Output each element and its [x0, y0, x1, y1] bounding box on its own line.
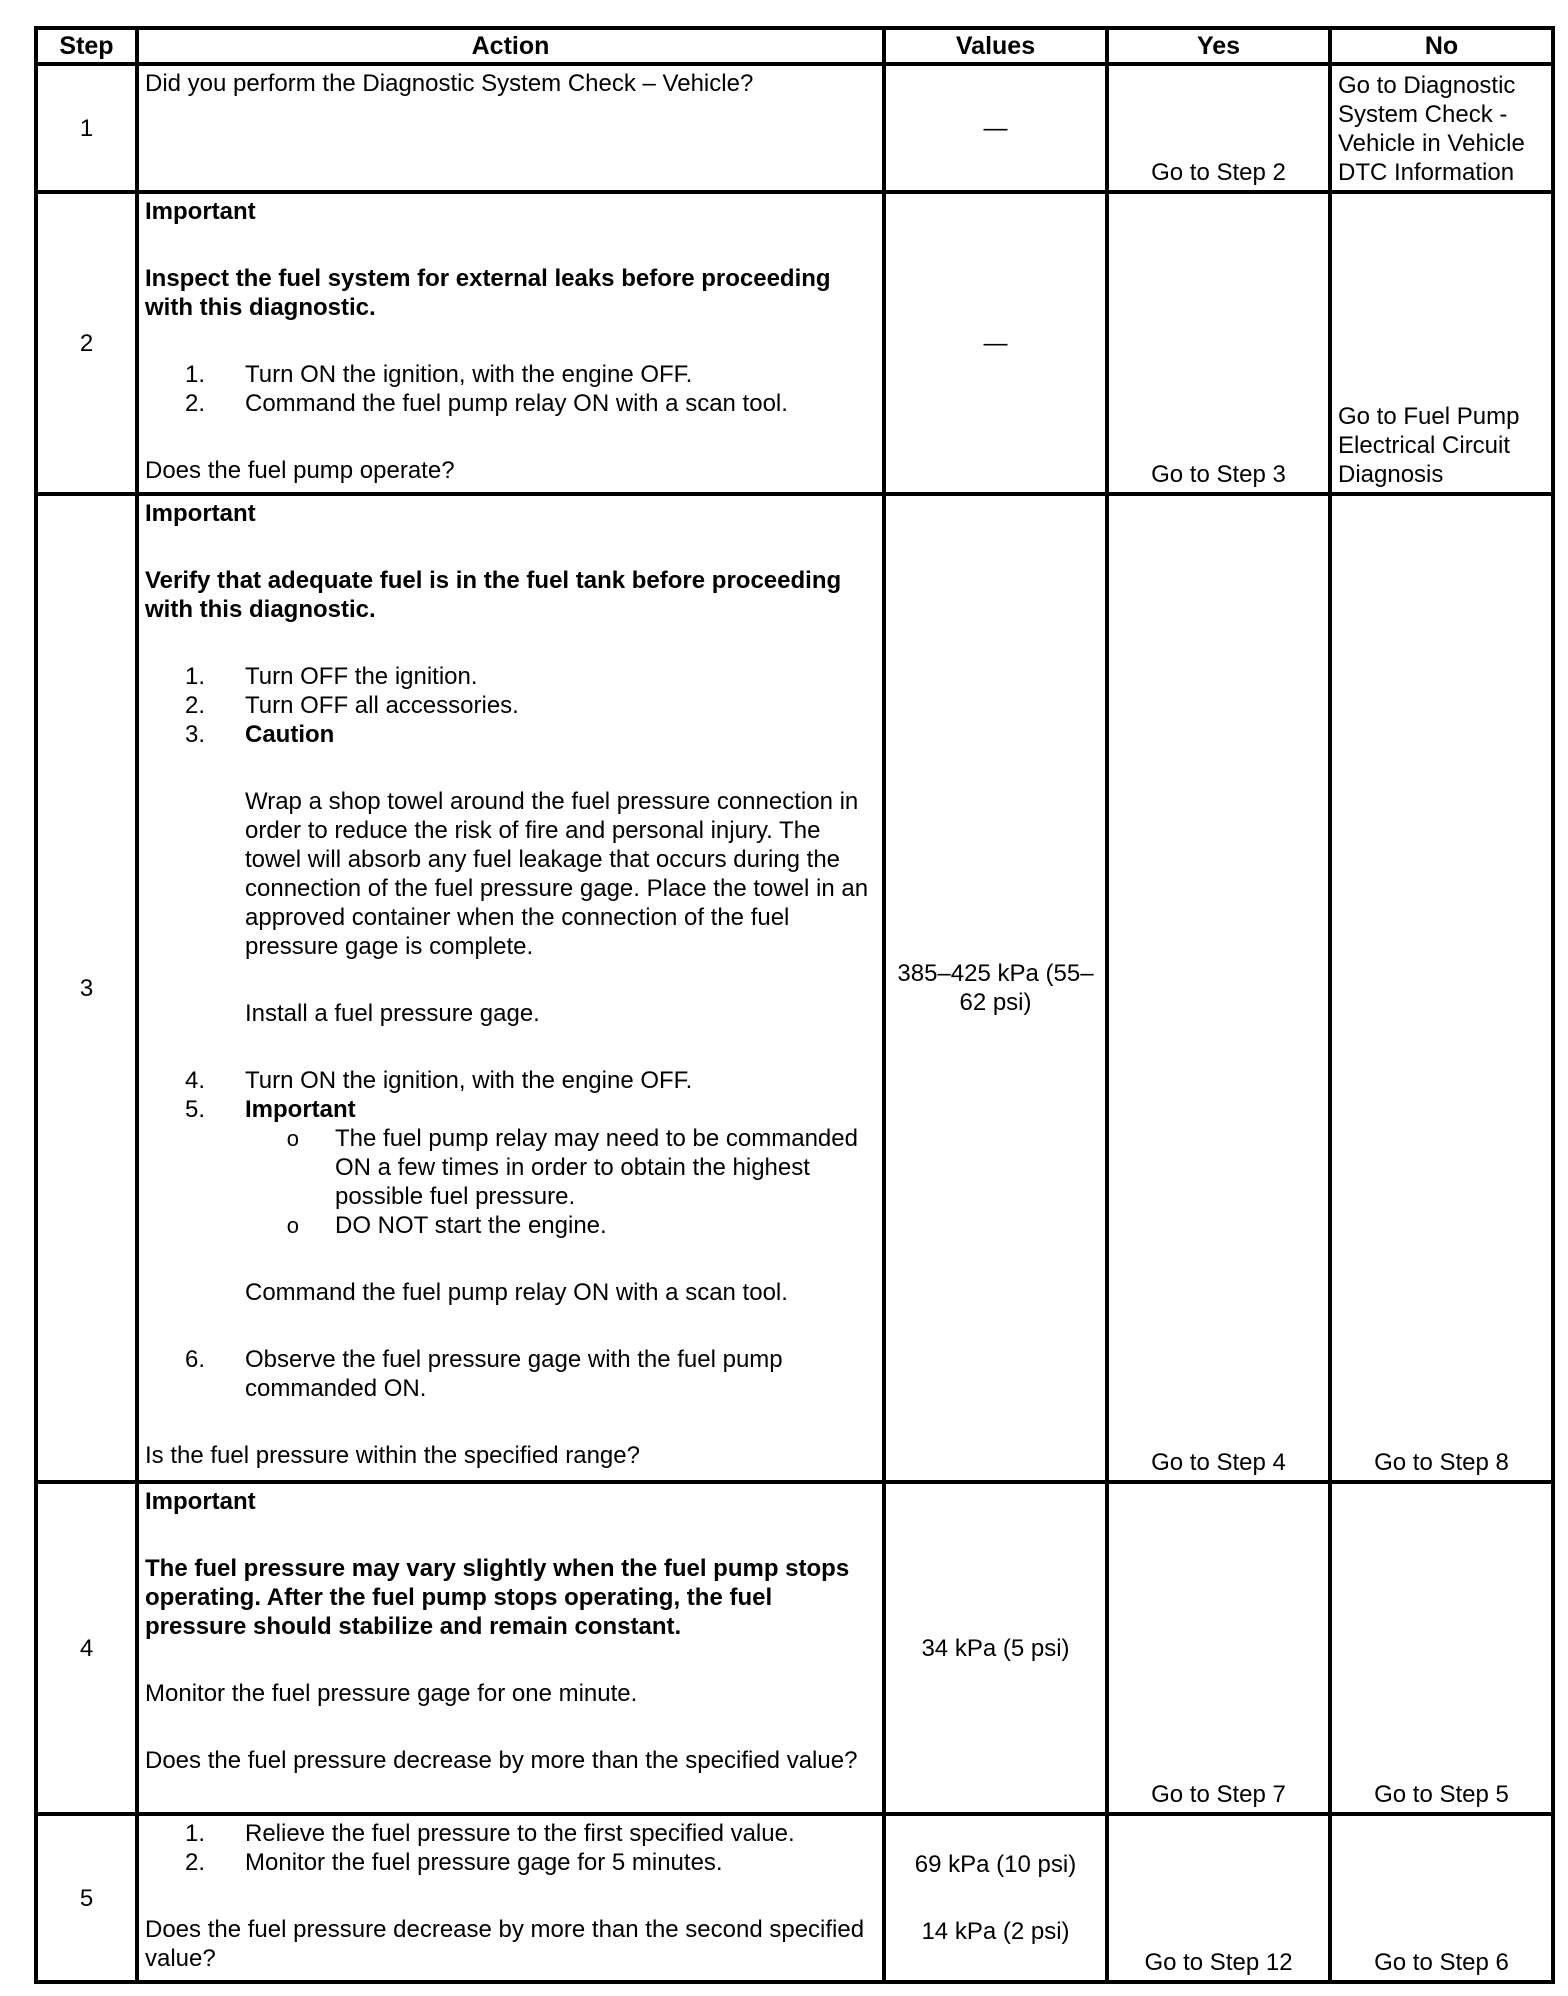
list-item: 2. Monitor the fuel pressure gage for 5 minutes.	[184, 1849, 723, 1876]
header-row	[36, 28, 1553, 64]
no-line: Go to Step 5	[1374, 1781, 1509, 1808]
no-line: Go to Diagnostic	[1338, 72, 1516, 99]
values-cell	[884, 192, 1107, 494]
action-cell	[137, 64, 884, 192]
step-number: 1	[36, 64, 137, 192]
important-label: Important	[145, 198, 256, 225]
question-text: Did you perform the Diagnostic System Check – Vehicle?	[145, 70, 754, 97]
values-cell	[884, 64, 1107, 192]
table-row	[36, 1814, 1553, 1982]
caution-text: Wrap a shop towel around the fuel pressure connection in order to reduce the risk of fire and personal injury. The towel will absorb any fuel leakage that occurs during the connection of the fuel pressure gage. Place the towel in an approved container when the connection of the fuel pressure gage is complete.	[245, 788, 869, 960]
instruction-text: Monitor the fuel pressure gage for one minute.	[145, 1680, 638, 1707]
yes-cell: Go to Step 2	[1107, 64, 1330, 192]
no-cell	[1330, 1814, 1553, 1982]
value-text: 34 kPa (5 psi)	[921, 1634, 1070, 1662]
header-step: Step	[36, 28, 137, 64]
table-row	[36, 1482, 1553, 1814]
no-line: Vehicle in Vehicle	[1338, 130, 1525, 157]
list-item: 3. Caution	[184, 721, 335, 748]
list-item: 1. Turn ON the ignition, with the engine OFF.	[184, 361, 693, 388]
bullet-item: o The fuel pump relay may need to be commanded ON a few times in order to obtain the highest possible fuel pressure.	[286, 1125, 858, 1210]
table-row	[36, 64, 1553, 192]
yes-cell: Go to Step 7	[1107, 1482, 1330, 1814]
no-line: Go to Step 8	[1374, 1449, 1509, 1476]
header-values: Values	[884, 28, 1107, 64]
list-item: 6. Observe the fuel pressure gage with the fuel pump commanded ON.	[184, 1346, 783, 1402]
no-cell	[1330, 1482, 1553, 1814]
no-cell	[1330, 64, 1553, 192]
header-action: Action	[137, 28, 884, 64]
step-number: 4	[36, 1482, 137, 1814]
table-row	[36, 192, 1553, 494]
value-text: —	[983, 114, 1008, 142]
action-cell	[137, 1482, 884, 1814]
no-cell	[1330, 192, 1553, 494]
important-text: The fuel pressure may vary slightly when the fuel pump stops operating. After the fuel pump stops operating, the fuel pressure should stabilize and remain constant.	[145, 1555, 850, 1640]
question-text: Does the fuel pump operate?	[145, 457, 455, 484]
important-label: Important	[145, 500, 256, 527]
value-text: 385–425 kPa (55–	[897, 960, 1094, 987]
values-cell	[884, 494, 1107, 1482]
yes-cell: Go to Step 12	[1107, 1814, 1330, 1982]
no-line: DTC Information	[1338, 159, 1515, 186]
action-cell	[137, 494, 884, 1482]
value-text: —	[983, 329, 1008, 357]
list-item: 2. Command the fuel pump relay ON with a scan tool.	[184, 390, 788, 417]
values-cell	[884, 1482, 1107, 1814]
yes-cell: Go to Step 4	[1107, 494, 1330, 1482]
question-text: Does the fuel pressure decrease by more than the specified value?	[145, 1747, 858, 1774]
table-row	[36, 494, 1553, 1482]
list-item: 5. Important	[184, 1096, 356, 1123]
no-cell	[1330, 494, 1553, 1482]
values-cell	[884, 1814, 1107, 1982]
bullet-item: o DO NOT start the engine.	[286, 1212, 607, 1239]
action-cell	[137, 192, 884, 494]
step-action-text: Install a fuel pressure gage.	[245, 1000, 540, 1027]
important-text: Verify that adequate fuel is in the fuel tank before proceeding with this diagnostic.	[145, 567, 842, 623]
question-text: Does the fuel pressure decrease by more than the second specified value?	[145, 1916, 865, 1972]
yes-cell: Go to Step 3	[1107, 192, 1330, 494]
step-number: 3	[36, 494, 137, 1482]
list-item: 4. Turn ON the ignition, with the engine OFF.	[184, 1067, 693, 1094]
value-text: 14 kPa (2 psi)	[921, 1918, 1070, 1945]
step-number: 5	[36, 1814, 137, 1982]
important-text: Inspect the fuel system for external leaks before proceeding with this diagnostic.	[145, 265, 831, 321]
no-line: Go to Step 6	[1374, 1949, 1509, 1976]
list-item: 1. Relieve the fuel pressure to the first specified value.	[184, 1820, 795, 1847]
question-text: Is the fuel pressure within the specified range?	[145, 1442, 640, 1469]
value-text: 69 kPa (10 psi)	[914, 1851, 1077, 1878]
no-line: Diagnosis	[1338, 461, 1444, 488]
action-cell	[137, 1814, 884, 1982]
step-number: 2	[36, 192, 137, 494]
diagnostic-table	[34, 26, 1555, 1984]
header-no: No	[1330, 28, 1553, 64]
list-item: 2. Turn OFF all accessories.	[184, 692, 519, 719]
no-line: Go to Fuel Pump	[1338, 403, 1520, 430]
step-action-text: Command the fuel pump relay ON with a scan tool.	[245, 1279, 788, 1306]
header-yes: Yes	[1107, 28, 1330, 64]
important-label: Important	[145, 1488, 256, 1515]
value-text: 62 psi)	[959, 989, 1032, 1016]
list-item: 1. Turn OFF the ignition.	[184, 663, 478, 690]
no-line: System Check -	[1338, 101, 1508, 128]
no-line: Electrical Circuit	[1338, 432, 1511, 459]
